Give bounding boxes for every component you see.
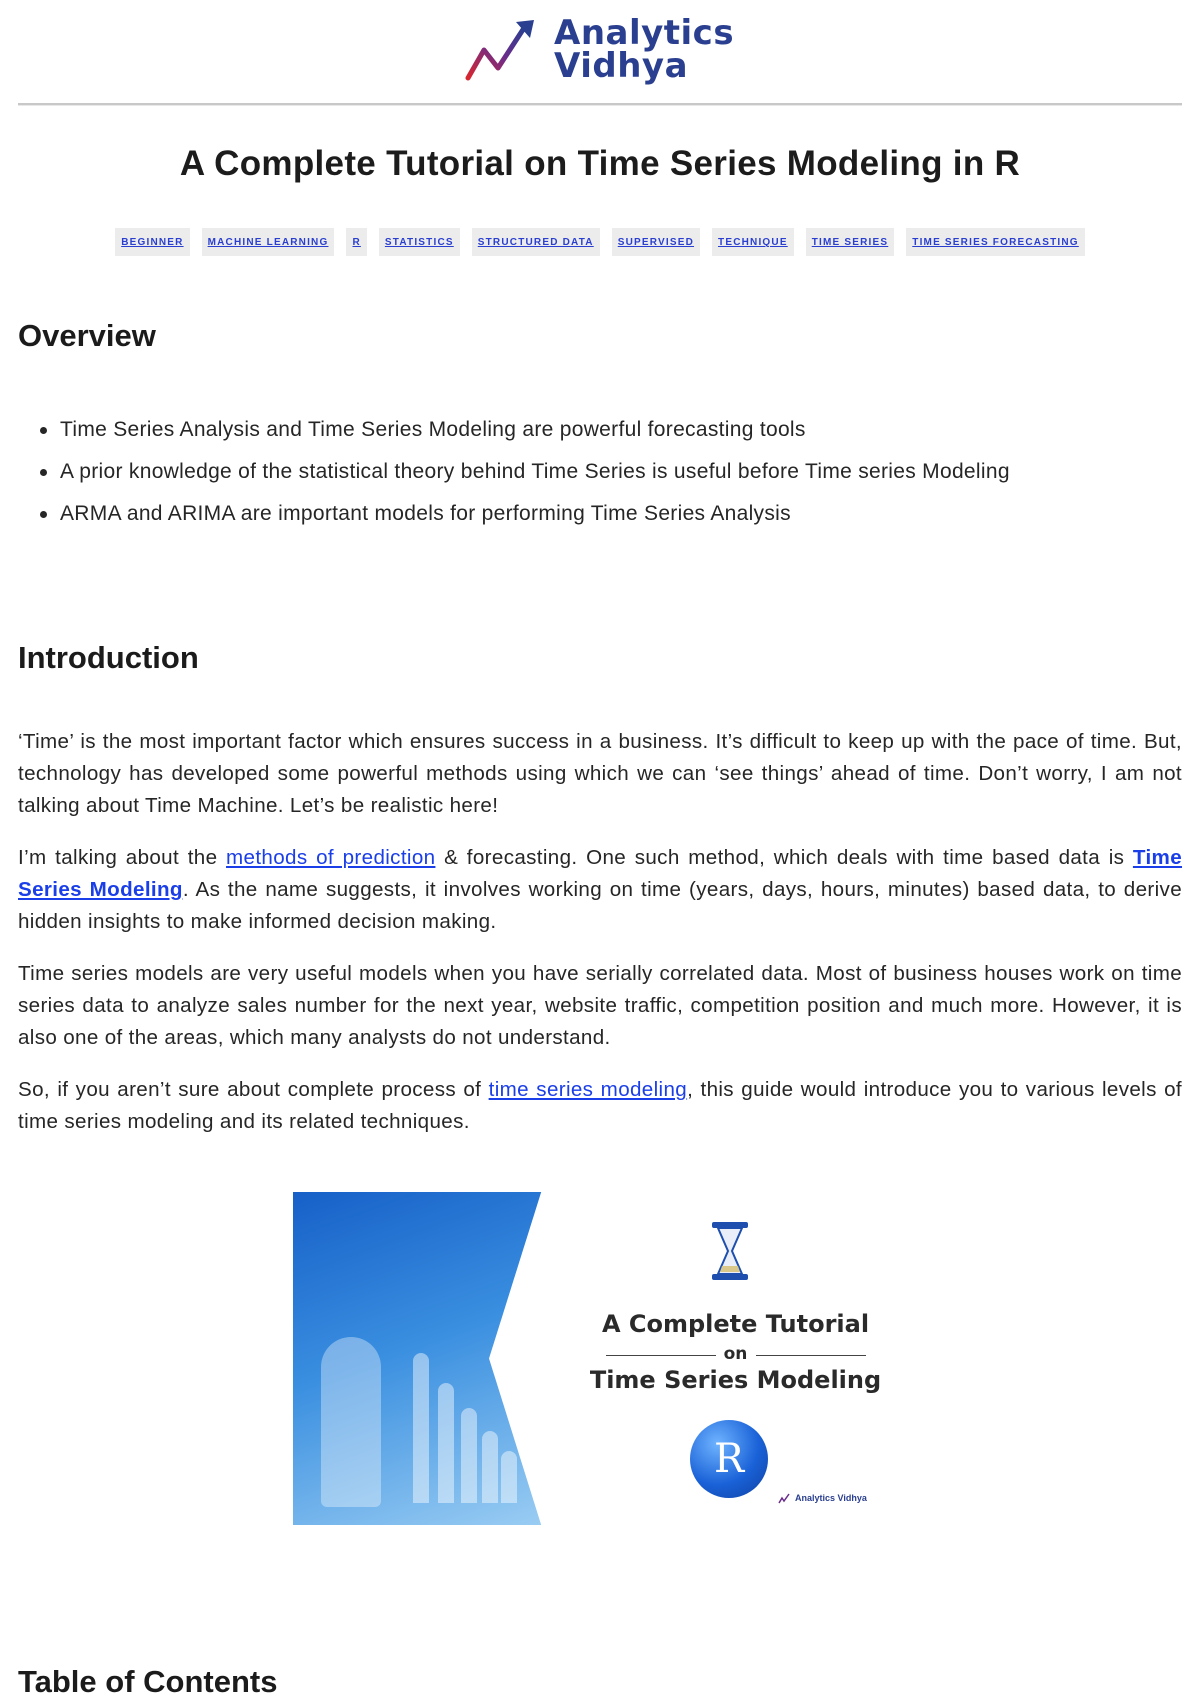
intro-paragraph-2 <box>18 842 1182 938</box>
analytics-vidhya-mini-icon <box>778 1492 792 1504</box>
analytics-vidhya-logo-icon <box>462 16 546 84</box>
time-series-modeling-link[interactable]: Time Series Modeling <box>18 846 1183 901</box>
intro-paragraph-4 <box>18 1074 1182 1138</box>
hero-image <box>293 1192 893 1525</box>
hero-text-panel <box>578 1192 893 1525</box>
hero-title-line-2: on <box>723 1344 748 1364</box>
list-item: A prior knowledge of the statistical theory behind Time Series is useful before Time series Modeling <box>40 451 1190 493</box>
tag-beginner[interactable]: BEGINNER <box>115 228 189 256</box>
hero-divider-right <box>756 1355 866 1356</box>
brand-line-2: Vidhya <box>554 46 689 86</box>
person-silhouette <box>321 1337 381 1507</box>
methods-of-prediction-link[interactable]: methods of prediction <box>226 846 436 869</box>
list-item: ARMA and ARIMA are important models for performing Time Series Analysis <box>40 493 1190 535</box>
paragraph-text: . As the name suggests, it involves working on time (years, days, hours, minutes) based data, to derive hidden insights to make informed decision making. <box>18 878 1182 933</box>
tag-statistics[interactable]: STATISTICS <box>379 228 460 256</box>
site-header <box>0 0 1200 106</box>
tag-time-series-forecasting[interactable]: TIME SERIES FORECASTING <box>906 228 1085 256</box>
paragraph-text: So, if you aren’t sure about complete process of <box>18 1078 489 1101</box>
hero-title-line-1: A Complete Tutorial <box>601 1310 870 1338</box>
brand-name <box>554 13 735 86</box>
intro-paragraph-1: ‘Time’ is the most important factor which ensures success in a business. It’s difficult to keep up with the pace of time. But, technology has developed some powerful methods using which we can ‘see things’ ahead of time. Don’t worry, I am not talking about Time Machine. Let’s be realistic here! <box>18 730 1182 817</box>
chart-bar-graphic <box>501 1451 517 1503</box>
header-divider <box>18 103 1182 106</box>
tag-machine-learning[interactable]: MACHINE LEARNING <box>202 228 335 256</box>
chart-bar-graphic <box>413 1353 429 1503</box>
tag-structured-data[interactable]: STRUCTURED DATA <box>472 228 600 256</box>
tag-supervised[interactable]: SUPERVISED <box>612 228 700 256</box>
toc-heading: Table of Contents <box>18 1664 278 1698</box>
hero-mini-logo <box>778 1492 867 1504</box>
brand-line-1: Analytics <box>554 13 735 53</box>
chart-bar-graphic <box>438 1383 454 1503</box>
tag-list <box>0 228 1200 256</box>
hero-mini-logo-text: Analytics Vidhya <box>795 1493 867 1503</box>
chart-bar-graphic <box>482 1431 498 1503</box>
tag-technique[interactable]: TECHNIQUE <box>712 228 794 256</box>
r-logo-icon: R <box>690 1420 768 1498</box>
article-title: A Complete Tutorial on Time Series Modeling in R <box>179 144 1021 183</box>
tag-time-series[interactable]: TIME SERIES <box>806 228 895 256</box>
time-series-modeling-inline-link[interactable]: time series modeling <box>488 1078 688 1101</box>
paragraph-text: , this guide would introduce you to various levels of time series modeling and its related techniques. <box>18 1078 1182 1133</box>
tag-r[interactable]: R <box>346 228 366 256</box>
hourglass-icon <box>708 1220 752 1282</box>
chart-bar-graphic <box>461 1408 477 1503</box>
paragraph-text: & forecasting. One such method, which deals with time based data is <box>435 846 1133 869</box>
overview-heading: Overview <box>18 318 156 353</box>
site-logo[interactable] <box>462 13 735 86</box>
overview-list <box>40 409 1190 535</box>
list-item: Time Series Analysis and Time Series Modeling are powerful forecasting tools <box>40 409 1190 451</box>
hero-title-line-3: Time Series Modeling <box>589 1366 882 1394</box>
hero-illustration <box>293 1192 578 1525</box>
intro-paragraph-3: Time series models are very useful models when you have serially correlated data. Most of business houses work on time series data to analyze sales number for the next year, website traffic, competition position and much more. However, it is also one of the areas, which many analysts do not understand. <box>18 962 1182 1049</box>
introduction-heading: Introduction <box>18 640 199 675</box>
paragraph-text: I’m talking about the <box>18 846 227 869</box>
